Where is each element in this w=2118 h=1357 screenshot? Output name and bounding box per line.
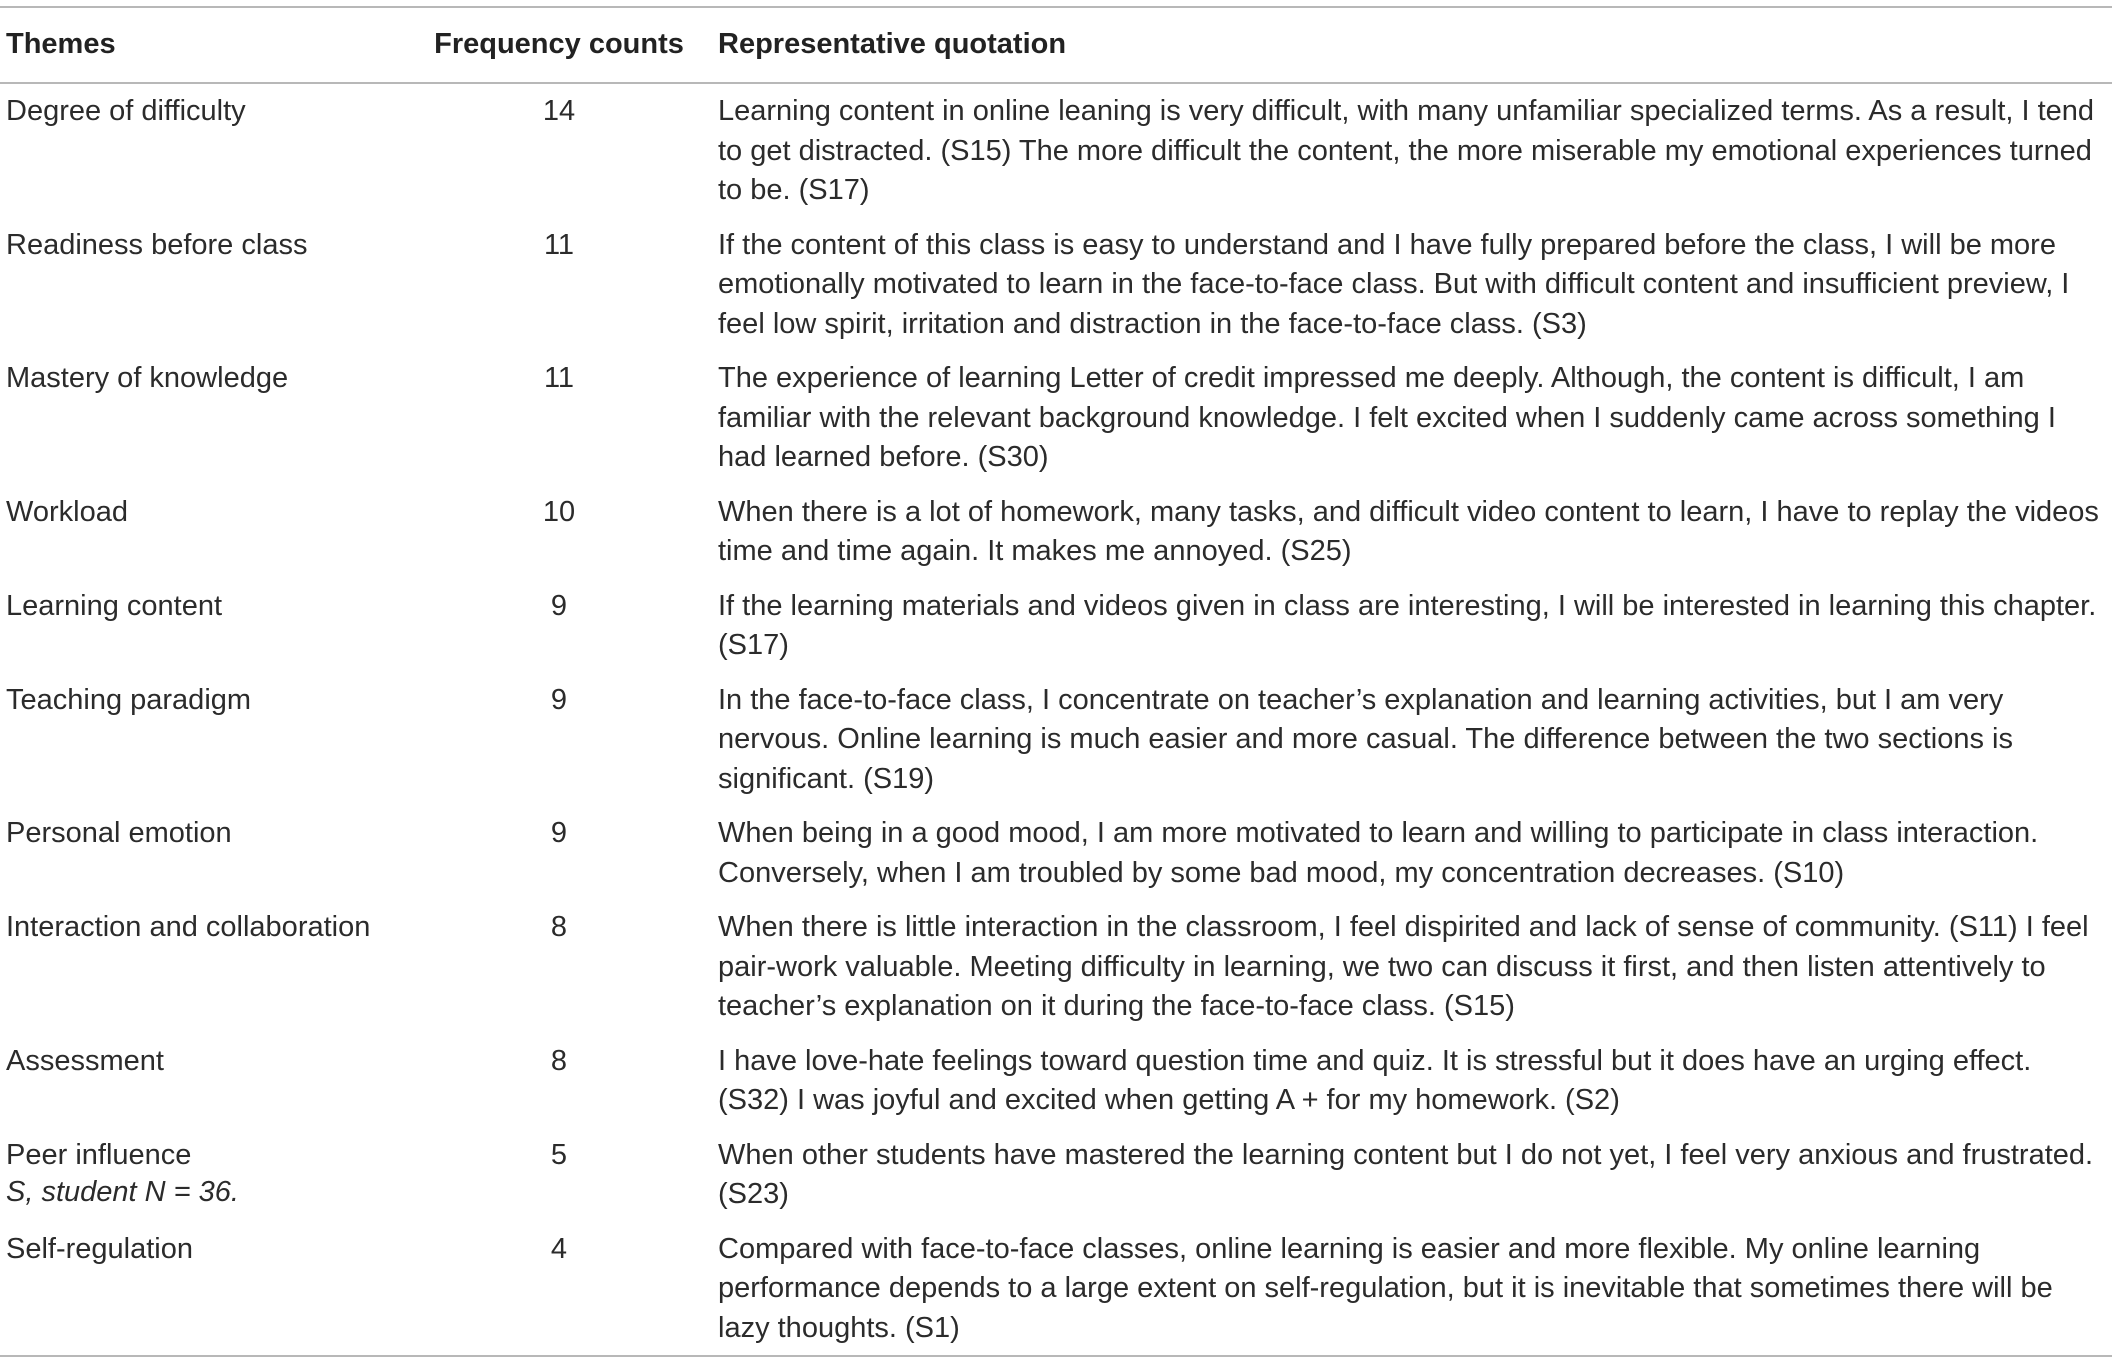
frequency-count-cell: 10 <box>542 495 576 528</box>
header-row <box>0 7 2112 83</box>
quotation-cell: When there is a lot of homework, many tasks, and difficult video content to learn, I have to replay the videos time and time again. It makes me annoyed. (S25) <box>718 495 2099 567</box>
table-footnote: S, student N = 36. <box>6 1176 239 1208</box>
header-themes: Themes <box>6 28 116 61</box>
frequency-count-cell: 8 <box>550 911 568 943</box>
table-header <box>0 7 2112 83</box>
quotation-cell: When other students have mastered the learning content but I do not yet, I feel very anxious and frustrated. (S23) <box>718 1138 2094 1210</box>
frequency-count-cell: 11 <box>543 362 575 394</box>
frequency-count-cell: 9 <box>550 589 568 622</box>
table-row <box>0 1222 2112 1357</box>
theme-cell: Degree of difficulty <box>6 95 246 127</box>
themes-table <box>0 6 2112 1357</box>
quotation-cell: Compared with face-to-face classes, online learning is easier and more flexible. My online learning performance depends to a large extent on self-regulation, but it is inevitable that sometimes there will be lazy thoughts. (S1) <box>718 1232 2053 1344</box>
quotation-cell: If the content of this class is easy to understand and I have fully prepared before the class, I will be more emotionally motivated to learn in the face-to-face class. But with difficult content and insufficient preview, I feel low spirit, irritation and distraction in the face-to-face class. (S3) <box>718 228 2070 340</box>
table-row <box>0 351 2112 485</box>
table-row <box>0 900 2112 1034</box>
table-body <box>0 83 2112 1356</box>
table-row <box>0 83 2112 218</box>
table-row <box>0 673 2112 807</box>
quotation-cell: In the face-to-face class, I concentrate on teacher’s explanation and learning activities, but I am very nervous. Online learning is much easier and more casual. The difference between the two sections is significant. (S19) <box>718 683 2013 795</box>
quotation-cell: If the learning materials and videos given in class are interesting, I will be interested in learning this chapter. (S17) <box>718 589 2097 661</box>
theme-cell: Peer influence <box>6 1138 192 1171</box>
quotation-cell: The experience of learning Letter of credit impressed me deeply. Although, the content is difficult, I am familiar with the relevant background knowledge. I felt excited when I suddenly came across something I had learned before. (S30) <box>718 362 2056 473</box>
theme-cell: Interaction and collaboration <box>6 911 371 943</box>
frequency-count-cell: 9 <box>550 817 568 849</box>
themes-table-container <box>0 6 2112 1357</box>
frequency-count-cell: 11 <box>543 228 575 261</box>
frequency-count-cell: 14 <box>542 95 576 127</box>
theme-cell: Workload <box>6 495 128 528</box>
table-row <box>0 485 2112 579</box>
table-row <box>0 579 2112 673</box>
table-row <box>0 218 2112 352</box>
theme-cell: Learning content <box>6 589 223 622</box>
theme-cell: Teaching paradigm <box>6 683 252 716</box>
theme-cell: Personal emotion <box>6 817 232 849</box>
frequency-count-cell: 9 <box>550 683 568 716</box>
frequency-count-cell: 8 <box>550 1044 568 1077</box>
theme-cell: Readiness before class <box>6 228 308 261</box>
quotation-cell: Learning content in online leaning is very difficult, with many unfamiliar specialized terms. As a result, I tend to get distracted. (S15) The more difficult the content, the more miserable my emotional experiences turned to be. (S17) <box>718 95 2095 206</box>
quotation-cell: When there is little interaction in the classroom, I feel dispirited and lack of sense of community. (S11) I feel pair-work valuable. Meeting difficulty in learning, we two can discuss it first, and then listen attentively to teacher’s explanation on it during the face-to-face class. (S15) <box>718 911 2089 1022</box>
quotation-cell: When being in a good mood, I am more motivated to learn and willing to participate in class interaction. Conversely, when I am troubled by some bad mood, my concentration decreases. (S10) <box>718 817 2039 889</box>
header-representative-quotation: Representative quotation <box>718 28 1067 61</box>
table-row <box>0 1034 2112 1128</box>
quotation-cell: I have love-hate feelings toward question time and quiz. It is stressful but it does have an urging effect. (S32) I was joyful and excited when getting A + for my homework. (S2) <box>718 1044 2032 1116</box>
theme-cell: Self-regulation <box>6 1232 193 1265</box>
header-frequency-counts: Frequency counts <box>434 28 684 61</box>
frequency-count-cell: 5 <box>550 1138 568 1171</box>
theme-cell: Assessment <box>6 1044 164 1077</box>
table-row <box>0 1128 2112 1222</box>
frequency-count-cell: 4 <box>550 1232 568 1265</box>
table-row <box>0 806 2112 900</box>
theme-cell: Mastery of knowledge <box>6 362 289 394</box>
